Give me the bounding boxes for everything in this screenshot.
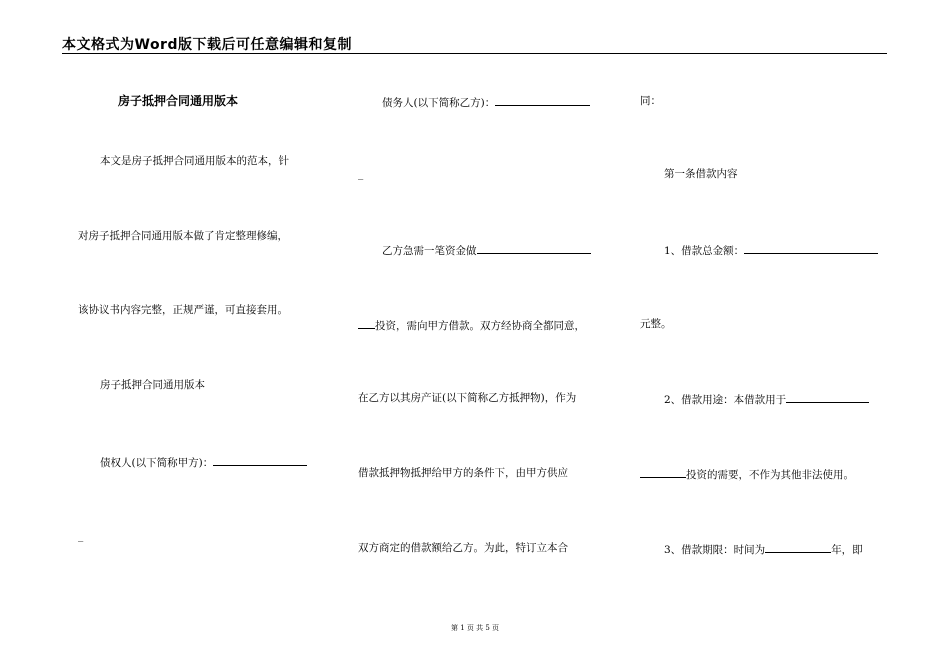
debtor-line: [382, 95, 590, 109]
document-header: 本文格式为Word版下载后可任意编辑和复制: [62, 37, 352, 53]
debtor-label: 债务人(以下简称乙方)：: [382, 97, 496, 109]
term-blank: [765, 542, 831, 553]
page-footer: 第 1 页 共 5 页: [450, 624, 500, 632]
creditor-line: [100, 455, 307, 469]
body-line-6: 同：: [640, 95, 661, 107]
amount-blank: [744, 243, 878, 254]
invest-blank: [358, 318, 375, 329]
item-1-amount: [664, 243, 878, 257]
creditor-label: 债权人(以下简称甲方)：: [100, 457, 214, 469]
item-1-suffix: 元整。: [640, 318, 672, 330]
body-line-1: [382, 243, 591, 257]
intro-line-2: 对房子抵押合同通用版本做了肯定整理修编，: [78, 230, 288, 242]
body-line-2: [358, 318, 585, 332]
header-rule: [62, 53, 887, 54]
item-3-label: 3、借款期限：时间为: [664, 544, 766, 556]
intro-line-3: 该协议书内容完整，正规严谨，可直接套用。: [78, 304, 288, 316]
contract-subtitle: 房子抵押合同通用版本: [100, 379, 205, 391]
doc-title: 房子抵押合同通用版本: [118, 94, 239, 108]
body-line-5: 双方商定的借款额给乙方。为此，特订立本合: [358, 542, 568, 554]
item-2-suffix: 投资的需要，不作为其他非法使用。: [686, 469, 854, 481]
item-2-label: 2、借款用途：本借款用于: [664, 394, 787, 406]
body-line-2-text: 投资，需向甲方借款。双方经协商全都同意，: [375, 320, 585, 332]
purpose-blank-2: [640, 467, 686, 478]
funds-purpose-blank: [477, 243, 591, 254]
item-2-continued: [640, 467, 854, 481]
creditor-blank: [213, 455, 307, 466]
item-3-term: [664, 542, 863, 556]
debtor-blank: [495, 95, 590, 106]
creditor-dash: _: [78, 530, 84, 542]
purpose-blank: [786, 392, 869, 403]
intro-line-1: 本文是房子抵押合同通用版本的范本，针: [100, 155, 289, 167]
body-line-4: 借款抵押物抵押给甲方的条件下，由甲方供应: [358, 467, 568, 479]
item-3-suffix: 年，即: [831, 544, 863, 556]
item-1-label: 1、借款总金额：: [664, 245, 745, 257]
item-2-purpose: [664, 392, 869, 406]
body-line-3: 在乙方以其房产证(以下简称乙方抵押物)，作为: [358, 392, 577, 404]
article-1-heading: 第一条借款内容: [664, 168, 738, 180]
debtor-dash: _: [358, 168, 364, 180]
body-line-1-text: 乙方急需一笔资金做: [382, 245, 477, 257]
